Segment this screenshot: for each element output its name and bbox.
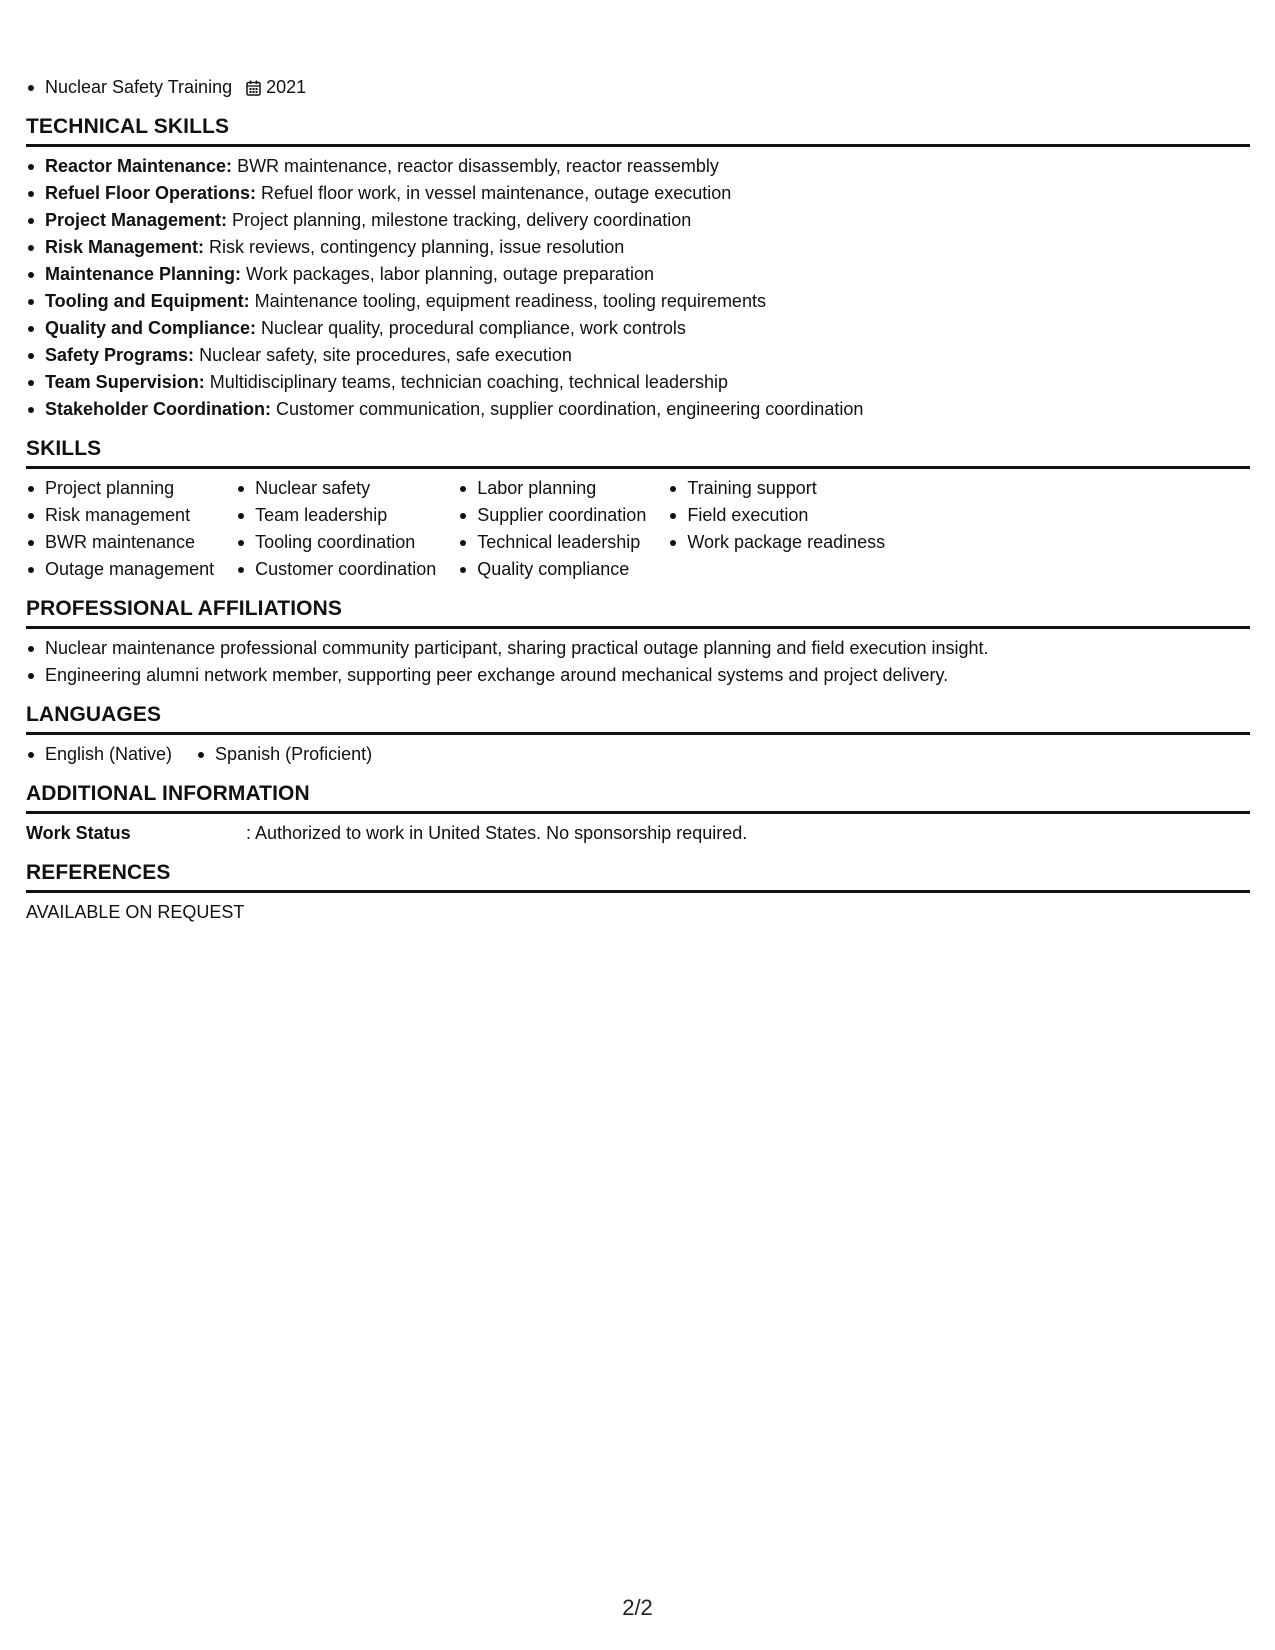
skill-item: BWR maintenance (26, 529, 214, 556)
additional-information-section (26, 781, 1250, 847)
skill-item: Tooling coordination (236, 529, 436, 556)
skill-item: Customer coordination (236, 556, 436, 583)
section-divider (26, 466, 1250, 469)
section-title-references: REFERENCES (26, 861, 171, 884)
section-title-skills: SKILLS (26, 437, 102, 460)
technical-skill-item (26, 261, 1250, 288)
section-divider (26, 811, 1250, 814)
skills-column (236, 475, 436, 583)
technical-skill-text: Project planning, milestone tracking, delivery coordination (227, 210, 692, 230)
language-item: Spanish (Proficient) (196, 741, 372, 768)
certification-name: Nuclear Safety Training (45, 77, 233, 97)
certification-item (26, 74, 1250, 101)
skills-column (458, 475, 646, 583)
technical-skill-label: Quality and Compliance: (45, 318, 257, 338)
technical-skill-label: Risk Management: (45, 237, 205, 257)
skill-item: Nuclear safety (236, 475, 436, 502)
technical-skills-section (26, 114, 1250, 423)
work-status-value: : Authorized to work in United States. No sponsorship required. (246, 823, 748, 843)
technical-skill-text: Customer communication, supplier coordination, engineering coordination (271, 399, 864, 419)
skill-item: Technical leadership (458, 529, 646, 556)
skill-item: Training support (668, 475, 885, 502)
section-divider (26, 732, 1250, 735)
skill-item: Supplier coordination (458, 502, 646, 529)
technical-skill-item (26, 396, 1250, 423)
languages-list (26, 741, 1250, 768)
section-title-languages: LANGUAGES (26, 703, 162, 726)
work-status-label: Work Status (26, 823, 131, 843)
language-item: English (Native) (26, 741, 172, 768)
technical-skill-label: Maintenance Planning: (45, 264, 242, 284)
skill-item: Team leadership (236, 502, 436, 529)
references-text: AVAILABLE ON REQUEST (26, 902, 245, 922)
technical-skill-item (26, 342, 1250, 369)
skill-item: Field execution (668, 502, 885, 529)
technical-skill-text: Refuel floor work, in vessel maintenance, outage execution (256, 183, 732, 203)
section-title-technical-skills: TECHNICAL SKILLS (26, 115, 230, 138)
technical-skill-text: Multidisciplinary teams, technician coaching, technical leadership (204, 372, 728, 392)
affiliations-list (26, 635, 1250, 689)
technical-skill-label: Reactor Maintenance: (45, 156, 233, 176)
affiliation-item: Engineering alumni network member, supporting peer exchange around mechanical systems and project delivery. (26, 662, 1250, 689)
section-divider (26, 144, 1250, 147)
technical-skill-item (26, 288, 1250, 315)
technical-skill-item (26, 207, 1250, 234)
affiliations-section (26, 596, 1250, 689)
section-divider (26, 890, 1250, 893)
section-title-additional-information: ADDITIONAL INFORMATION (26, 782, 310, 805)
skills-section (26, 436, 1250, 583)
certification-year: 2021 (266, 77, 307, 97)
technical-skill-item (26, 315, 1250, 342)
technical-skill-text: Risk reviews, contingency planning, issue resolution (204, 237, 625, 257)
technical-skill-label: Team Supervision: (45, 372, 205, 392)
technical-skills-list (26, 153, 1250, 423)
section-title-affiliations: PROFESSIONAL AFFILIATIONS (26, 597, 342, 620)
skills-column (668, 475, 885, 583)
technical-skill-label: Stakeholder Coordination: (45, 399, 272, 419)
technical-skill-text: Nuclear quality, procedural compliance, work controls (256, 318, 686, 338)
technical-skill-item (26, 234, 1250, 261)
affiliation-item: Nuclear maintenance professional community participant, sharing practical outage planning and field execution insight. (26, 635, 1250, 662)
skill-item: Labor planning (458, 475, 646, 502)
skill-item: Work package readiness (668, 529, 885, 556)
skill-item: Outage management (26, 556, 214, 583)
technical-skill-text: Maintenance tooling, equipment readiness, tooling requirements (249, 291, 766, 311)
languages-section (26, 702, 1250, 768)
technical-skill-label: Safety Programs: (45, 345, 195, 365)
section-divider (26, 626, 1250, 629)
page-number: 2/2 (622, 1595, 653, 1620)
work-status-row (26, 820, 1250, 847)
skill-item: Quality compliance (458, 556, 646, 583)
calendar-icon (246, 80, 261, 96)
technical-skill-item (26, 369, 1250, 396)
technical-skill-label: Project Management: (45, 210, 228, 230)
references-section (26, 860, 1250, 926)
skills-column (26, 475, 214, 583)
technical-skill-label: Tooling and Equipment: (45, 291, 250, 311)
skill-item: Risk management (26, 502, 214, 529)
technical-skill-item (26, 180, 1250, 207)
skills-grid (26, 475, 1250, 583)
certification-list (26, 74, 1250, 101)
technical-skill-text: Nuclear safety, site procedures, safe execution (194, 345, 572, 365)
technical-skill-text: BWR maintenance, reactor disassembly, reactor reassembly (232, 156, 719, 176)
technical-skill-text: Work packages, labor planning, outage preparation (241, 264, 654, 284)
resume-page (26, 74, 1250, 926)
skill-item: Project planning (26, 475, 214, 502)
technical-skill-label: Refuel Floor Operations: (45, 183, 257, 203)
technical-skill-item (26, 153, 1250, 180)
